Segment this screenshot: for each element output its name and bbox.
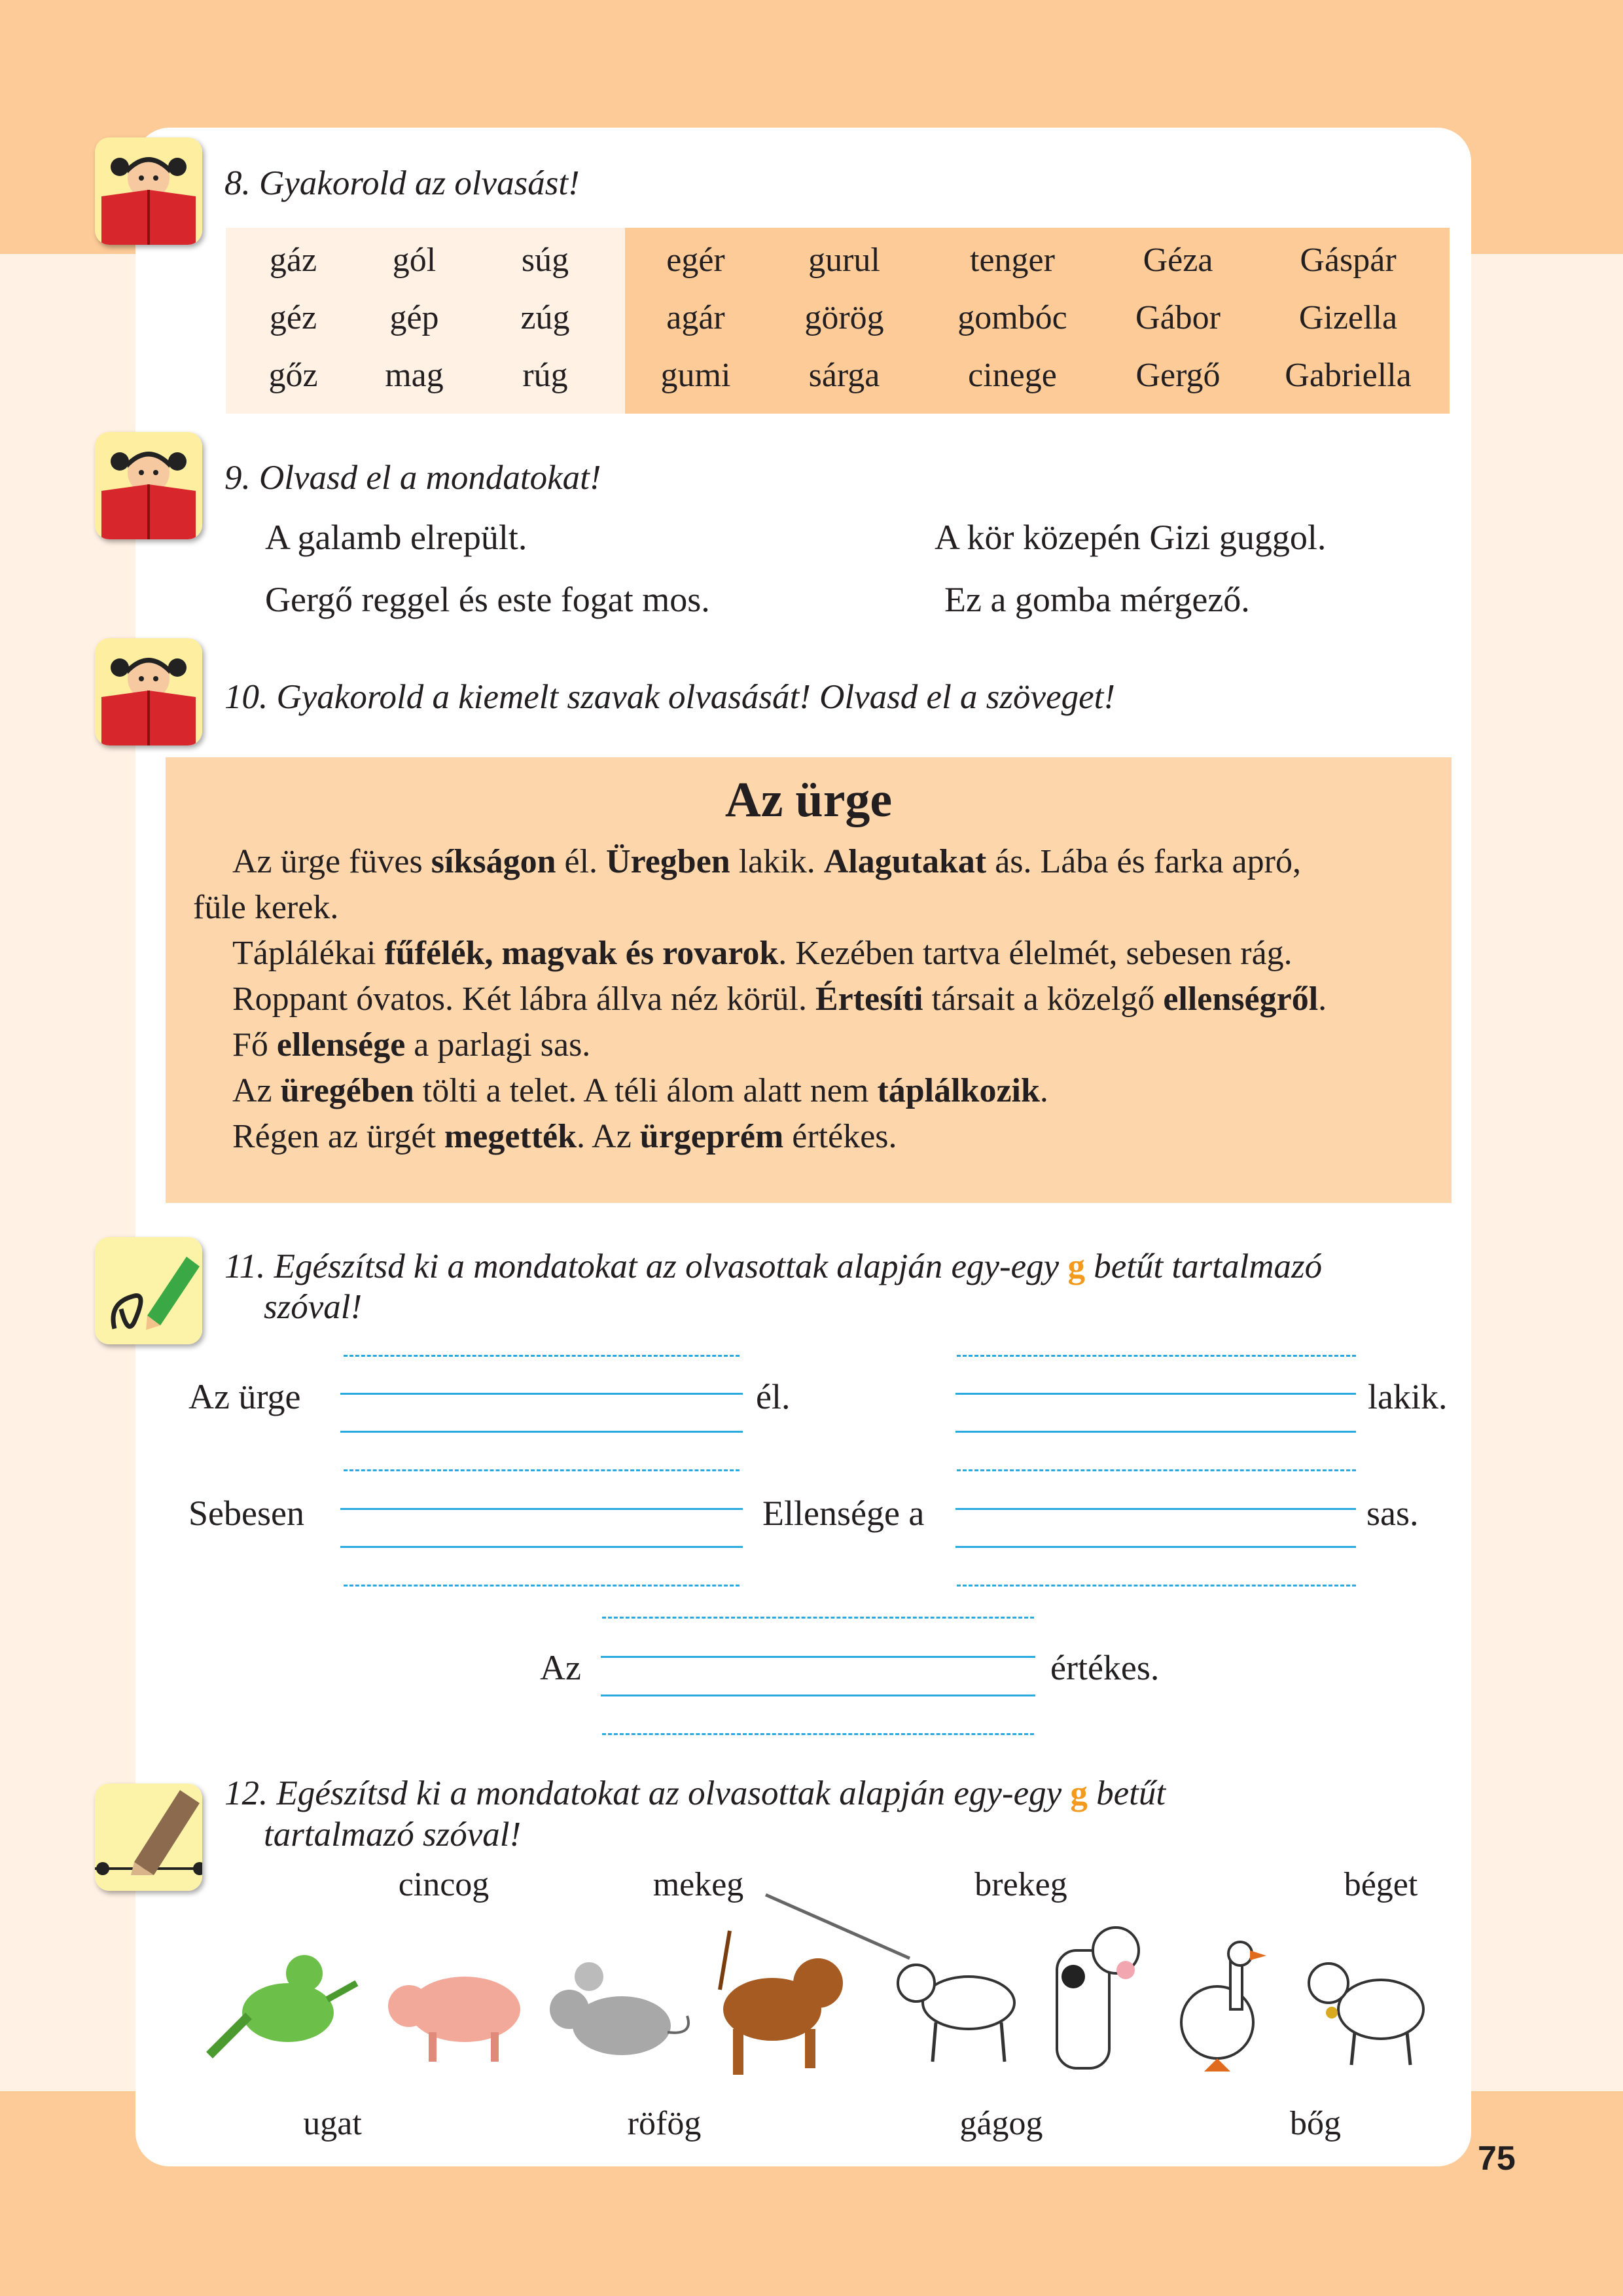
writing-line-5-base	[601, 1695, 1035, 1696]
table-word: Géza	[1143, 242, 1213, 279]
story-line	[232, 1026, 590, 1064]
sound-word[interactable]: béget	[1344, 1866, 1418, 1903]
story-text: él.	[556, 843, 607, 880]
writing-line-2[interactable]	[955, 1393, 1356, 1395]
sound-word[interactable]: ugat	[303, 2105, 362, 2142]
exercise-8-title: 8. Gyakorold az olvasást!	[224, 164, 580, 202]
story-text: .	[1039, 1072, 1048, 1109]
story-text: lakik.	[730, 843, 824, 880]
reading-child-icon	[95, 638, 202, 745]
label: él.	[756, 1377, 791, 1416]
highlight-letter: g	[1067, 1247, 1085, 1285]
story-line	[232, 842, 1301, 881]
writing-line-5[interactable]	[601, 1656, 1035, 1658]
story-text: társait a közelgő	[923, 980, 1164, 1018]
writing-line-1[interactable]	[340, 1393, 743, 1395]
label: Sebesen	[188, 1494, 304, 1533]
table-word: Gabriella	[1285, 357, 1412, 394]
story-text: füle kerek.	[193, 889, 339, 926]
story-text: .	[1318, 980, 1327, 1018]
story-text: Régen az ürgét	[232, 1118, 444, 1155]
story-box	[166, 757, 1452, 1203]
story-text: . Kezében tartva élelmét, sebesen rág.	[778, 935, 1293, 972]
table-word: Gizella	[1298, 299, 1398, 336]
table-word: gól	[392, 242, 437, 279]
table-word: cinege	[968, 357, 1057, 394]
highlighted-word: Alagutakat	[823, 843, 987, 880]
sound-word[interactable]: bőg	[1290, 2105, 1341, 2142]
sound-word[interactable]: cincog	[398, 1866, 490, 1903]
reading-child-icon	[95, 137, 202, 245]
sound-word[interactable]: gágog	[959, 2105, 1043, 2142]
label: sas.	[1366, 1494, 1419, 1533]
reading-child-icon	[95, 432, 202, 539]
label: Az ürge	[188, 1377, 301, 1416]
exercise-12-title	[224, 1774, 1166, 1813]
highlighted-word: síkságon	[431, 843, 556, 880]
story-line	[232, 980, 1327, 1018]
highlighted-word: megették	[444, 1118, 577, 1155]
sentence: A kör közepén Gizi guggol.	[935, 518, 1327, 557]
handwriting-pencil-icon	[95, 1237, 202, 1344]
table-word: gombóc	[957, 299, 1067, 336]
story-text: . Az	[577, 1118, 640, 1155]
writing-guide-dashed	[602, 1617, 1034, 1619]
writing-line-1-base	[340, 1431, 743, 1433]
writing-guide-dashed	[602, 1733, 1034, 1735]
story-text: Táplálékai	[232, 935, 385, 972]
table-word: gáz	[269, 242, 317, 279]
table-word: mag	[385, 357, 444, 394]
title-text: betűt tartalmazó	[1084, 1247, 1323, 1285]
story-line	[232, 1117, 897, 1156]
writing-line-3-base	[340, 1546, 743, 1548]
writing-guide-dashed	[344, 1355, 740, 1357]
table-word: Gábor	[1135, 299, 1221, 336]
writing-guide-dashed	[957, 1585, 1356, 1587]
story-title: Az ürge	[724, 772, 893, 827]
connector-line	[766, 1895, 910, 1958]
exercise-10-title: 10. Gyakorold a kiemelt szavak olvasását! Olvasd el a szöveget!	[224, 678, 1115, 716]
table-word: görög	[804, 299, 884, 336]
label: Az	[540, 1648, 581, 1687]
table-word: Gergő	[1135, 357, 1221, 394]
sentence: A galamb elrepült.	[265, 518, 527, 557]
highlighted-word: ürgeprém	[639, 1118, 784, 1155]
writing-guide-dashed	[957, 1355, 1356, 1357]
writing-line-4[interactable]	[955, 1508, 1356, 1510]
label: értékes.	[1050, 1648, 1160, 1687]
writing-guide-dashed	[344, 1585, 740, 1587]
table-word: egér	[666, 242, 725, 279]
story-text: Az ürge füves	[232, 843, 431, 880]
story-text: Az	[232, 1072, 281, 1109]
sentence: Ez a gomba mérgező.	[944, 580, 1250, 619]
table-word: agár	[666, 299, 725, 336]
highlighted-word: üregében	[280, 1072, 414, 1109]
story-text: ás. Lába és farka apró,	[986, 843, 1301, 880]
story-text: Roppant óvatos. Két lábra állva néz körül.	[232, 980, 815, 1018]
story-line	[232, 934, 1293, 973]
writing-line-4-base	[955, 1546, 1356, 1548]
highlighted-word: Üregben	[606, 843, 730, 880]
writing-line-3[interactable]	[340, 1508, 743, 1510]
table-word: gumi	[660, 357, 731, 394]
animals-row	[0, 1885, 1623, 2101]
highlighted-word: fűfélék, magvak és rovarok	[384, 935, 779, 972]
story-text: értékes.	[783, 1118, 897, 1155]
sheep-image	[1309, 1964, 1423, 2065]
table-word: tenger	[970, 242, 1055, 279]
table-word: gurul	[808, 242, 880, 279]
table-word: súg	[521, 242, 569, 279]
writing-guide-dashed	[344, 1469, 740, 1471]
title-text: 12. Egészítsd ki a mondatokat az olvasottak alapján egy-egy	[224, 1774, 1071, 1812]
table-word: gép	[389, 299, 439, 336]
highlighted-word: ellenségről	[1163, 980, 1319, 1018]
story-text: Fő	[232, 1026, 277, 1064]
sound-word[interactable]: mekeg	[652, 1866, 744, 1903]
story-line	[193, 888, 338, 927]
story-text: a parlagi sas.	[405, 1026, 591, 1064]
table-word: sárga	[808, 357, 880, 394]
exercise-11-title	[224, 1247, 1322, 1286]
dog-image	[720, 1931, 843, 2075]
highlighted-word: ellensége	[276, 1026, 406, 1064]
exercise-9-title: 9. Olvasd el a mondatokat!	[224, 459, 601, 497]
pencil-line-icon	[95, 1784, 202, 1891]
highlight-letter: g	[1070, 1774, 1088, 1812]
goose-image	[1181, 1942, 1266, 2072]
goat-image	[898, 1965, 1014, 2062]
cow-image	[1057, 1928, 1139, 2068]
table-word: géz	[269, 299, 317, 336]
exercise-11-title-cont: szóval!	[264, 1288, 363, 1326]
sound-word[interactable]: brekeg	[974, 1866, 1067, 1903]
exercise-12-title-cont: tartalmazó szóval!	[264, 1816, 522, 1854]
table-word: zúg	[520, 299, 570, 336]
page-number: 75	[1478, 2140, 1516, 2178]
mouse-image	[550, 1962, 688, 2055]
writing-line-2-base	[955, 1431, 1356, 1433]
table-word: rúg	[522, 357, 568, 394]
label: lakik.	[1368, 1377, 1448, 1416]
label: Ellensége a	[762, 1494, 925, 1533]
word-table	[226, 228, 1450, 414]
writing-guide-dashed	[957, 1469, 1356, 1471]
table-word: gőz	[268, 357, 318, 394]
sentence: Gergő reggel és este fogat mos.	[265, 580, 710, 619]
title-text: 11. Egészítsd ki a mondatokat az olvasottak alapján egy-egy	[224, 1247, 1068, 1285]
table-word: Gáspár	[1300, 242, 1397, 279]
highlighted-word: Értesíti	[815, 980, 923, 1018]
pig-image	[388, 1977, 520, 2062]
sound-word[interactable]: röfög	[627, 2105, 702, 2142]
title-text: betűt	[1087, 1774, 1166, 1812]
highlighted-word: táplálkozik	[877, 1072, 1040, 1109]
frog-image	[209, 1955, 357, 2055]
story-text: tölti a telet. A téli álom alatt nem	[414, 1072, 878, 1109]
story-line	[232, 1071, 1048, 1110]
